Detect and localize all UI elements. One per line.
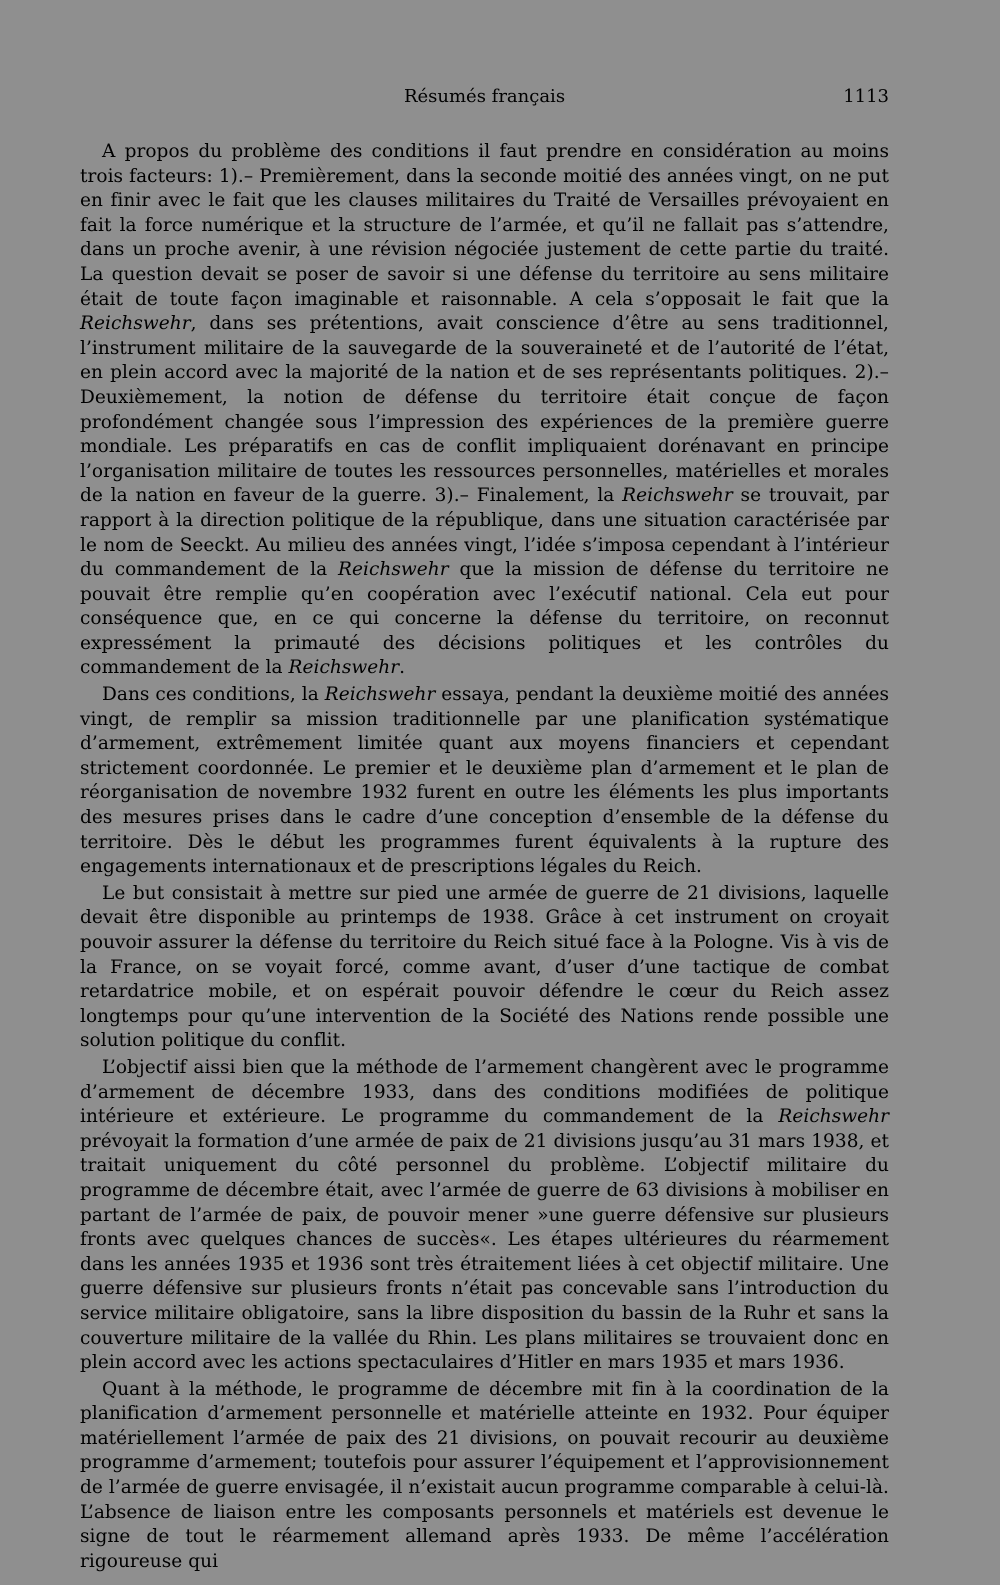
document-page — [80, 0, 889, 1585]
paragraph: Dans ces conditions, la Reichswehr essaya, pendant la deuxième moitié des années vingt, de remplir sa mission traditionnelle par une planification systématique d’armement, extrêmement limitée quant aux moyens financiers et cependant strictement coordonnée. Le premier et le deuxième plan d’armement et le plan de réorganisation de novembre 1932 furent en outre les éléments les plus importants des mesures prises dans le cadre d’une conception d’ensemble de la défense du territoire. Dès le début les programmes furent équivalents à la rupture des engagements internationaux et de prescriptions légales du Reich. — [80, 684, 889, 878]
italic-term: Reichswehr — [778, 1106, 889, 1128]
running-header — [80, 84, 889, 110]
italic-term: Reichswehr — [622, 485, 733, 507]
italic-term: Reichswehr — [288, 657, 400, 679]
italic-term: Reichswehr — [338, 559, 449, 581]
running-title: Résumés français — [403, 86, 566, 107]
paragraph: L’objectif aissi bien que la méthode de l’armement changèrent avec le programme d’armement de décembre 1933, dans des conditions modifiées de politique intérieure et extérieure. Le programme du commandement de la Reichswehr prévoyait la formation d’une armée de paix de 21 divisions jusqu’au 31 mars 1938, et traitait uniquement du côté personnel du problème. L’objectif militaire du programme de décembre était, avec l’armée de guerre de 63 divisions à mobiliser en partant de l’armée de paix, de pouvoir mener »une guerre défensive sur plusieurs fronts avec quelques chances de succès«. Les étapes ultérieures du réarmement dans les années 1935 et 1936 sont très étraitement liées à cet objectif militaire. Une guerre défensive sur plusieurs fronts n’était pas concevable sans l’introduction du service militaire obligatoire, sans la libre disposition du bassin de la Ruhr et sans la couverture militaire de la vallée du Rhin. Les plans militaires se trouvaient donc en plein accord avec les actions spectaculaires d’Hitler en mars 1935 et mars 1936. — [80, 1056, 889, 1374]
paragraph: Le but consistait à mettre sur pied une armée de guerre de 21 divisions, laquelle devait être disponible au printemps de 1938. Grâce à cet instrument on croyait pouvoir assurer la défense du territoire du Reich situé face à la Pologne. Vis à vis de la France, on se voyait forcé, comme avant, d’user d’une tactique de combat retardatrice mobile, et on espérait pouvoir défendre le cœur du Reich assez longtemps pour qu’une intervention de la Société des Nations rende possible une solution politique du conflit. — [80, 882, 889, 1052]
paragraph: A propos du problème des conditions il faut prendre en considération au moins trois facteurs: 1).– Premièrement, dans la seconde moitié des années vingt, on ne put en finir avec le fait que les clauses militaires du Traité de Versailles prévoyaient en fait la force numérique et la structure de l’armée, et qu’il ne fallait pas s’attendre, dans un proche avenir, à une révision négociée justement de cette partie du traité. La question devait se poser de savoir si une défense du territoire au sens militaire était de toute façon imaginable et raisonnable. A cela s’opposait le fait que la Reichswehr, dans ses prétentions, avait conscience d’être au sens traditionnel, l’instrument militaire de la sauvegarde de la souveraineté et de l’autorité de l’état, en plein accord avec la majorité de la nation et de ses représentants politiques. 2).– Deuxièmement, la notion de défense du territoire était conçue de façon profondément changée sous l’impression des expériences de la première guerre mondiale. Les préparatifs en cas de conflit impliquaient dorénavant en principe l’organisation militaire de toutes les ressources personnelles, matérielles et morales de la nation en faveur de la guerre. 3).– Finalement, la Reichswehr se trouvait, par rapport à la direction politique de la république, dans une situation caractérisée par le nom de Seeckt. Au milieu des années vingt, l’idée s’imposa cependant à l’intérieur du commandement de la Reichswehr que la mission de défense du territoire ne pouvait être remplie qu’en coopération avec l’exécutif national. Cela eut pour conséquence que, en ce qui concerne la défense du territoire, on reconnut expressément la primauté des décisions politiques et les contrôles du commandement de la Reichswehr. — [80, 141, 889, 679]
italic-term: Reichswehr — [324, 684, 436, 706]
paragraph: Quant à la méthode, le programme de décembre mit fin à la coordination de la planification d’armement personnelle et matérielle atteinte en 1932. Pour équiper matériellement l’armée de paix des 21 divisions, on pouvait recourir au deuxième programme d’armement; toutefois pour assurer l’équipement et l’approvisionnement de l’armée de guerre envisagée, il n’existait aucun programme comparable à celui-là. L’absence de liaison entre les composants personnels et matériels est devenue le signe de tout le réarmement allemand après 1933. De même l’accélération rigoureuse qui — [80, 1378, 889, 1572]
page-number: 1113 — [843, 86, 889, 107]
body-text — [80, 140, 889, 1576]
italic-term: Reichswehr — [80, 313, 191, 335]
